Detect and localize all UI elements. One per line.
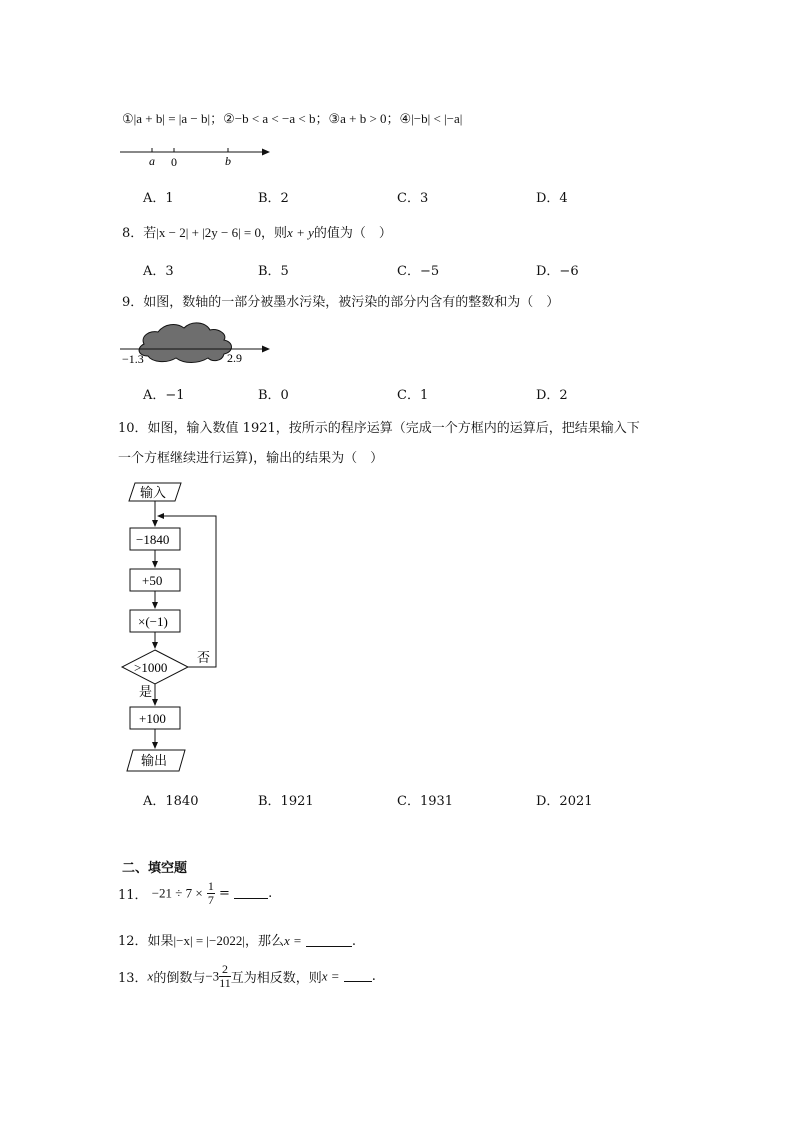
q13-text2: 互为相反数，则 (230, 971, 322, 986)
q8-end-text: 的值为（ ） (313, 226, 392, 241)
q7-axis-label-0: 0 (171, 155, 177, 169)
q10-stem-line1: 10．如图，输入数值 1921，按所示的程序运算（完成一个方框内的运算后，把结果输入下 (118, 421, 640, 436)
q9-option-b[interactable]: B．0 (258, 388, 289, 403)
q9-axis-label-right: 2.9 (227, 351, 242, 365)
q9-ink-number-line (118, 318, 278, 368)
q12-period: . (351, 934, 357, 949)
q10-option-d[interactable]: D．2021 (536, 794, 593, 809)
q10-option-b[interactable]: B．1921 (258, 794, 314, 809)
q13-text1: 的倒数与 (153, 971, 206, 986)
q11-period: . (268, 886, 273, 901)
flow-output-label: 输出 (141, 753, 168, 768)
q10-option-a[interactable]: A．1840 (143, 794, 199, 809)
flow-decision-label: >1000 (134, 660, 168, 675)
q7-option-c[interactable]: C．3 (397, 191, 429, 206)
flow-no-label: 否 (197, 650, 211, 665)
q9-option-a[interactable]: A．−1 (143, 388, 185, 403)
q13-fraction (219, 963, 231, 990)
q13-fraction-denominator: 11 (219, 976, 231, 990)
q13-fraction-numerator: 2 (219, 963, 231, 977)
q12-variable: x = (283, 933, 302, 948)
q13-variable: x (147, 968, 154, 984)
q8-equation: |x − 2| + |2y − 6| = 0 (156, 225, 262, 240)
q8-option-c[interactable]: C．−5 (397, 264, 440, 279)
q11-fraction (207, 880, 215, 907)
q11-expression: −21 ÷ 7 × (151, 885, 203, 901)
q13-variable2: x = (321, 968, 340, 984)
q7-statements (122, 108, 462, 127)
q12-stem (118, 930, 356, 949)
q9-option-d[interactable]: D．2 (536, 388, 568, 403)
q11-fraction-numerator: 1 (207, 879, 214, 893)
q9-stem: 9．如图，数轴的一部分被墨水污染，被污染的部分内含有的整数和为（ ） (122, 295, 560, 310)
q13-stem (118, 963, 376, 990)
flow-step1-label: −1840 (136, 532, 170, 547)
q10-option-c[interactable]: C．1931 (397, 794, 454, 809)
q13-number: 13． (118, 971, 148, 986)
q12-answer-blank[interactable] (306, 946, 352, 947)
q8-prefix: 8．若 (122, 226, 157, 241)
flow-step3-label: ×(−1) (138, 614, 168, 629)
q12-mid-text: ，那么 (244, 934, 284, 949)
q8-stem (122, 222, 392, 241)
q11-fraction-denominator: 7 (207, 893, 214, 907)
q12-expression: |−x| = |−2022| (173, 933, 245, 948)
q11-stem (118, 880, 272, 907)
flow-step2-label: +50 (142, 573, 163, 588)
section-fill-in-heading: 二、填空题 (122, 861, 188, 876)
q8-option-d[interactable]: D．−6 (536, 264, 579, 279)
ink-blot-shape (139, 323, 231, 363)
q8-option-b[interactable]: B．5 (258, 264, 289, 279)
flow-input-label: 输入 (140, 485, 167, 500)
q7-axis-label-b: b (225, 154, 231, 168)
q13-period: . (371, 969, 376, 984)
q7-option-a[interactable]: A．1 (143, 191, 174, 206)
flow-step4-label: +100 (139, 711, 166, 726)
q9-option-c[interactable]: C．1 (397, 388, 429, 403)
q12-prefix: 12．如果 (118, 934, 174, 949)
q8-option-a[interactable]: A．3 (143, 264, 174, 279)
q8-mid-text: ，则 (261, 226, 288, 241)
q7-option-b[interactable]: B．2 (258, 191, 289, 206)
q11-equals: = (219, 886, 230, 901)
q11-number: 11． (118, 888, 148, 903)
q11-answer-blank[interactable] (234, 898, 268, 899)
q7-statements-text: ①|a + b| = |a − b|；②−b < a < −a < b；③a + b > 0；④|−b| < |−a| (122, 111, 463, 126)
q10-flowchart (118, 478, 228, 776)
q9-axis-label-left: −1.3 (122, 352, 144, 366)
q10-stem-line2: 一个方框继续进行运算)，输出的结果为（ ） (118, 451, 384, 466)
q13-mixed-whole: −3 (205, 968, 220, 984)
q7-axis-label-a: a (149, 154, 155, 168)
q7-option-d[interactable]: D．4 (536, 191, 568, 206)
q8-expression: x + y (287, 225, 314, 240)
q13-answer-blank[interactable] (344, 981, 372, 982)
q7-number-line (118, 142, 273, 170)
flow-yes-label: 是 (139, 684, 153, 699)
